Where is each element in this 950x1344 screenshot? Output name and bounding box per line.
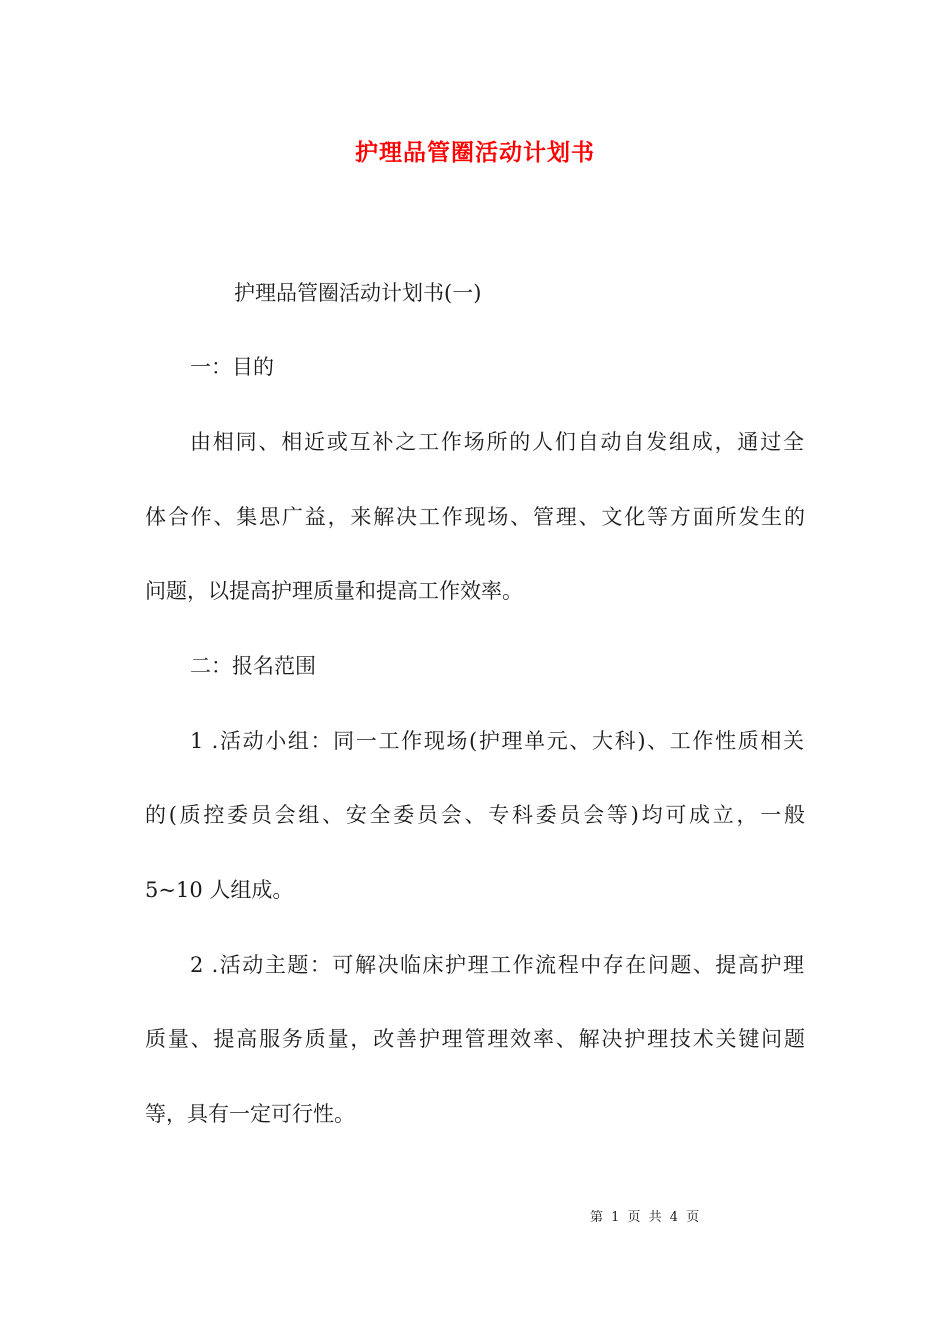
document-title: 护理品管圈活动计划书 bbox=[355, 139, 595, 166]
section-heading-scope: 二：报名范围 bbox=[190, 654, 316, 678]
scope-item-1-line-1: 1 .活动小组：同一工作现场(护理单元、大科)、工作性质相关 bbox=[190, 729, 804, 753]
scope-item-2-line-2: 质量、提高服务质量，改善护理管理效率、解决护理技术关键问题 bbox=[145, 1027, 805, 1051]
purpose-paragraph-line-3: 问题，以提高护理质量和提高工作效率。 bbox=[145, 579, 523, 603]
purpose-paragraph-line-1: 由相同、相近或互补之工作场所的人们自动自发组成，通过全 bbox=[190, 430, 804, 454]
purpose-paragraph-line-2: 体合作、集思广益，来解决工作现场、管理、文化等方面所发生的 bbox=[145, 505, 805, 529]
document-subtitle: 护理品管圈活动计划书(一) bbox=[234, 281, 482, 305]
scope-item-1-line-3: 5~10 人组成。 bbox=[145, 878, 294, 902]
page-number-footer: 第 1 页 共 4 页 bbox=[590, 1210, 702, 1225]
scope-item-2-line-3: 等，具有一定可行性。 bbox=[145, 1102, 355, 1126]
scope-item-1-line-2: 的(质控委员会组、安全委员会、专科委员会等)均可成立，一般 bbox=[145, 803, 805, 827]
section-heading-purpose: 一：目的 bbox=[190, 355, 274, 379]
scope-item-2-line-1: 2 .活动主题：可解决临床护理工作流程中存在问题、提高护理 bbox=[190, 953, 804, 977]
